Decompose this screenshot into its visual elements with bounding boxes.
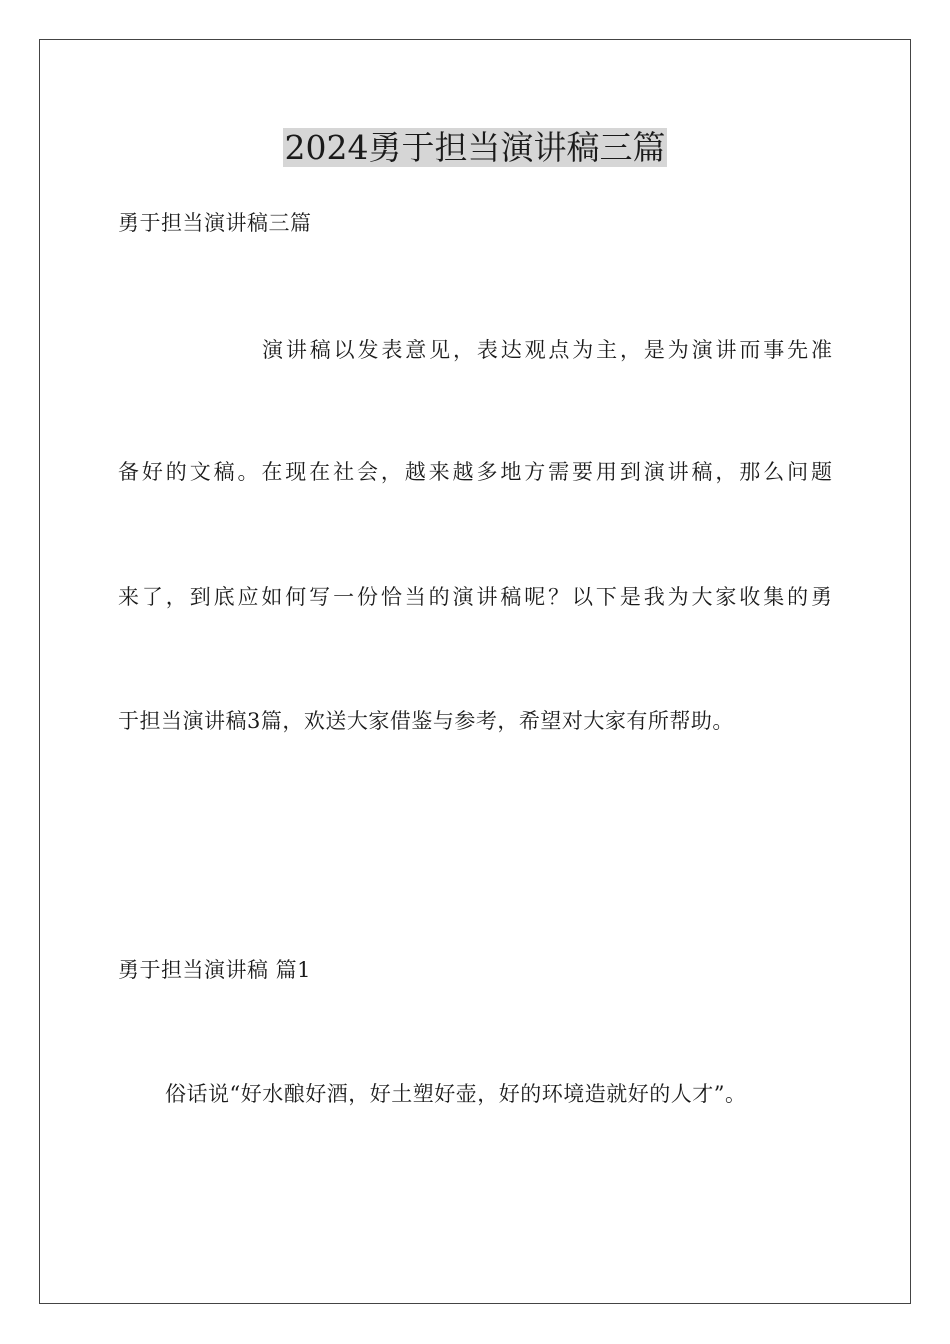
intro-line-1: 演讲稿以发表意见，表达观点为主，是为演讲而事先准 bbox=[262, 338, 832, 362]
intro-line-4: 于担当演讲稿3篇，欢送大家借鉴与参考，希望对大家有所帮助。 bbox=[118, 709, 734, 733]
document-subtitle: 勇于担当演讲稿三篇 bbox=[118, 211, 312, 235]
section-first-line: 俗话说“好水酿好酒，好土塑好壶，好的环境造就好的人才”。 bbox=[165, 1082, 747, 1106]
intro-line-2: 备好的文稿。在现在社会，越来越多地方需要用到演讲稿，那么问题 bbox=[118, 460, 832, 484]
document-title-text: 2024勇于担当演讲稿三篇 bbox=[284, 128, 666, 167]
document-title bbox=[0, 127, 950, 169]
section-heading: 勇于担当演讲稿 篇1 bbox=[118, 958, 312, 982]
intro-line-3: 来了，到底应如何写一份恰当的演讲稿呢？以下是我为大家收集的勇 bbox=[118, 585, 832, 609]
